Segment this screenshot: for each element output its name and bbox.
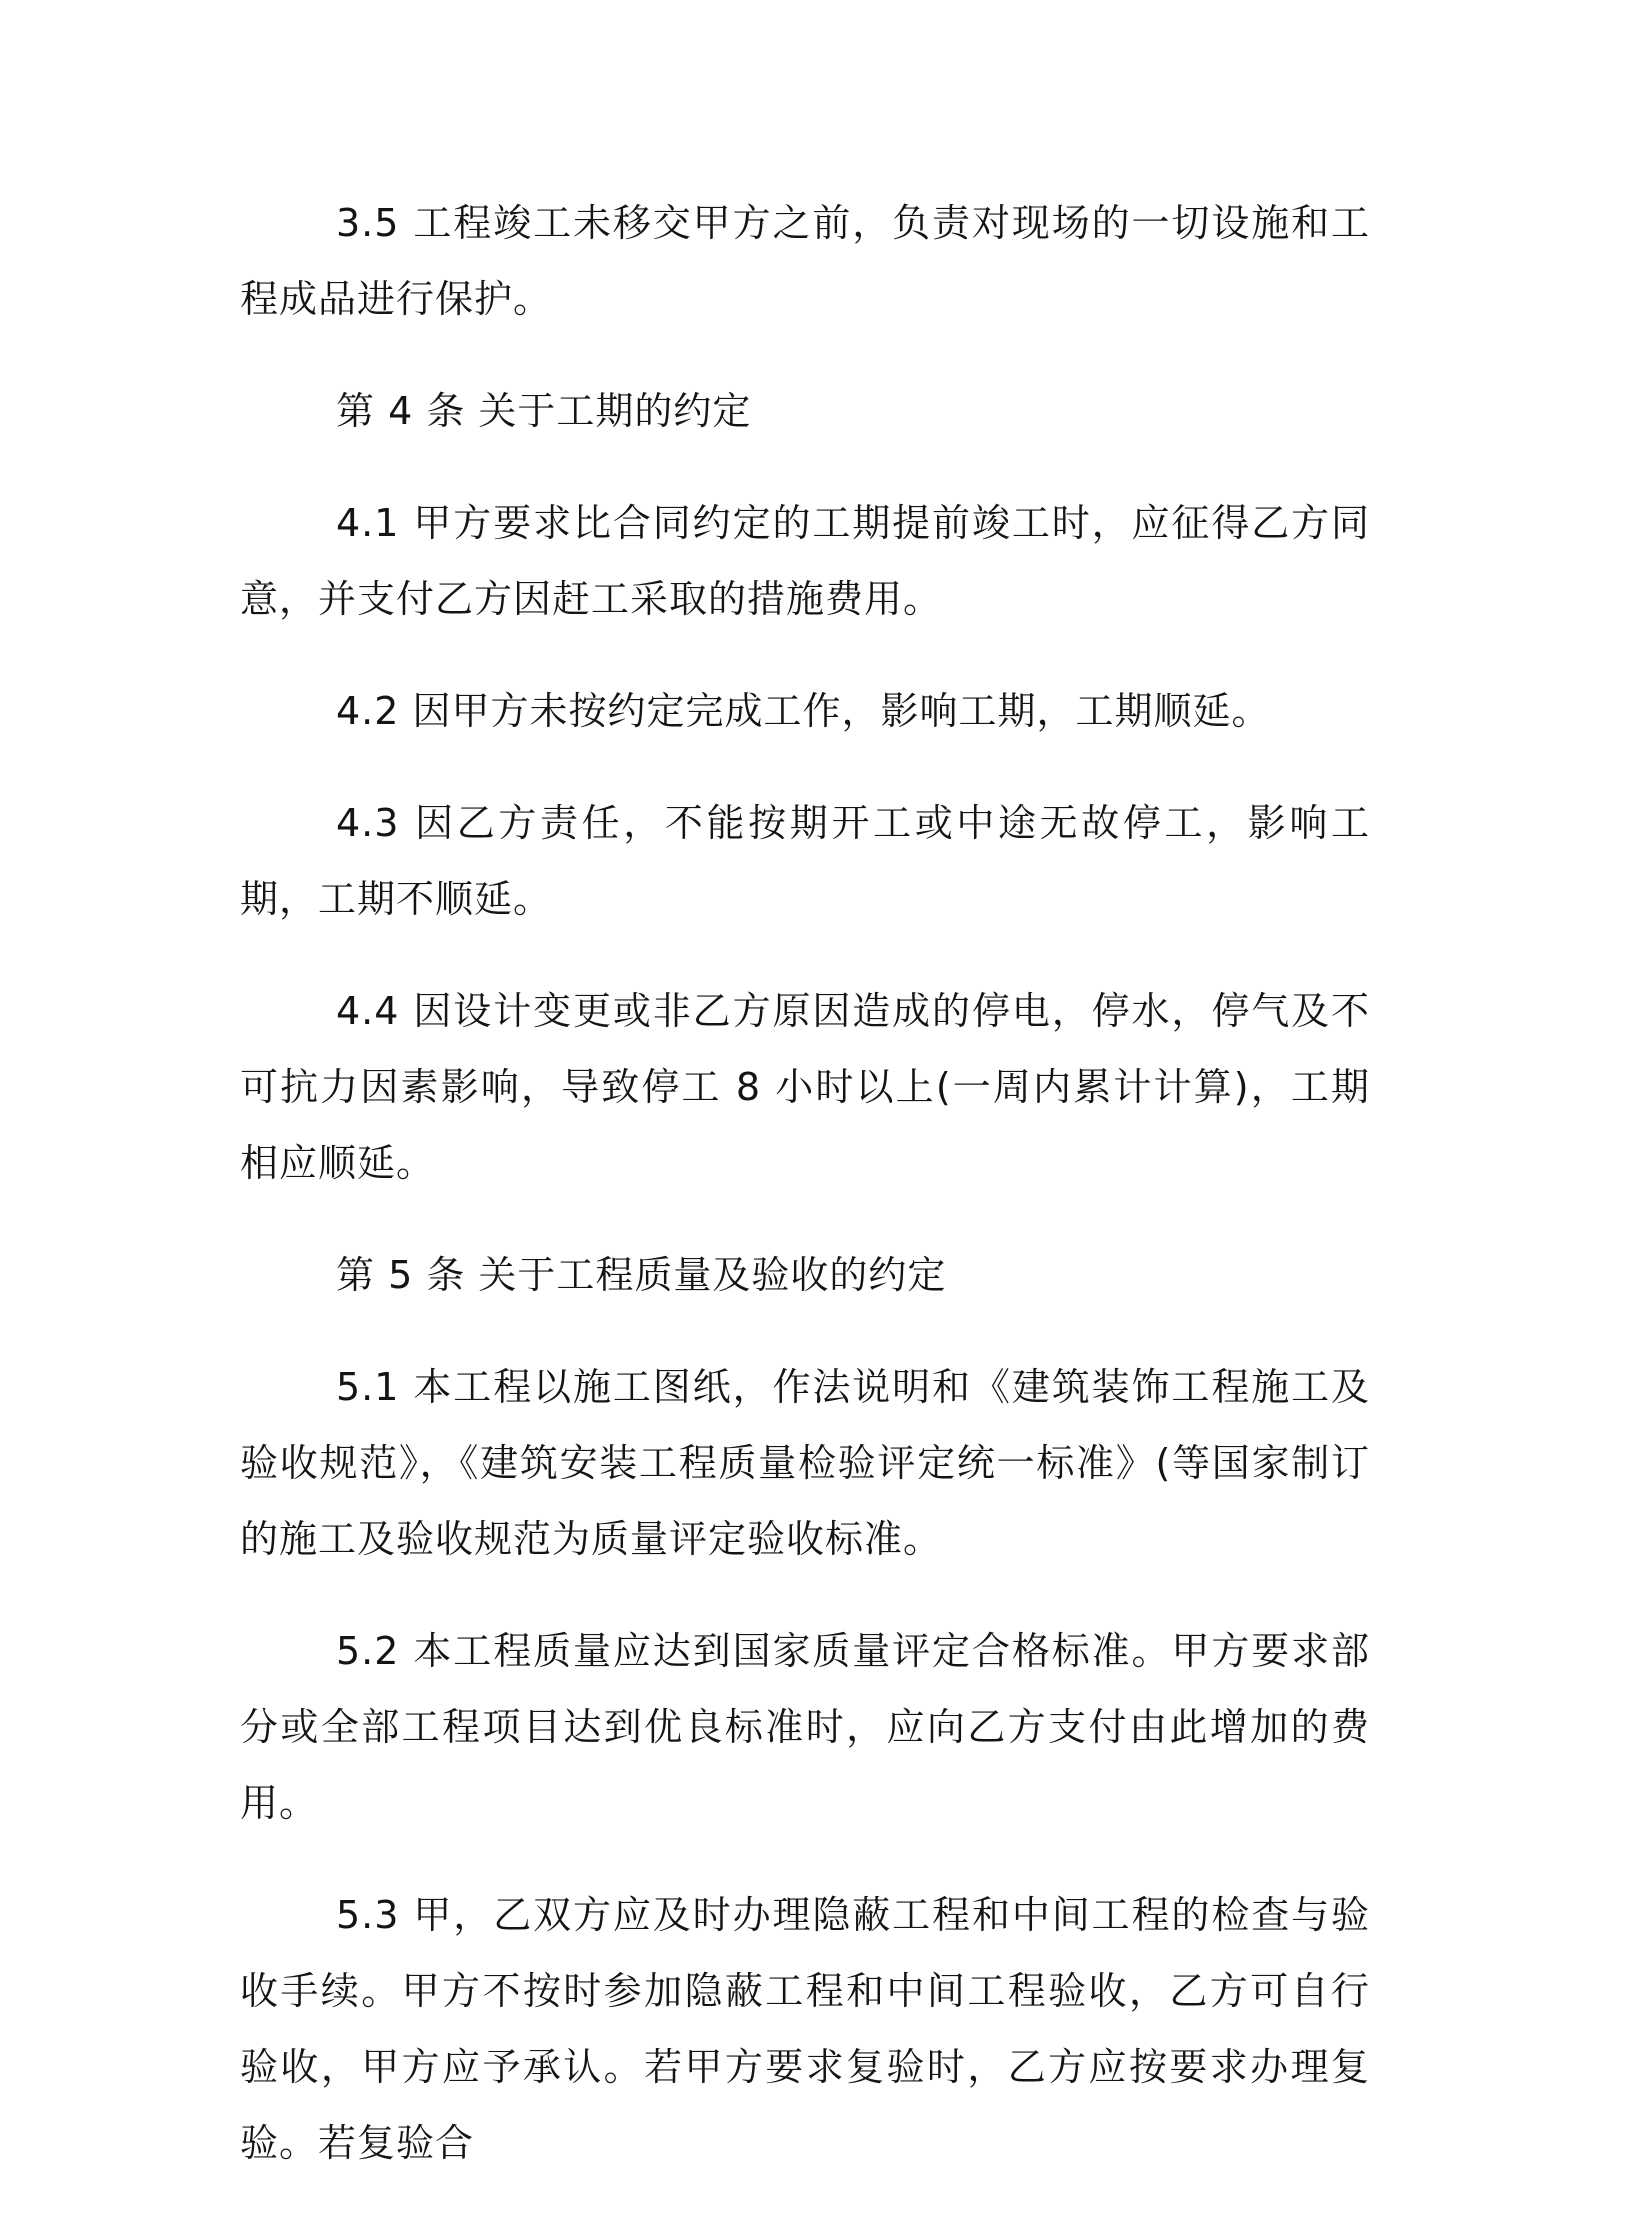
clause-4-4: 4.4 因设计变更或非乙方原因造成的停电，停水，停气及不可抗力因素影响，导致停工 8 小时以上(一周内累计计算)，工期相应顺延。 [240,989,1370,1185]
article-4-heading: 第 4 条 关于工期的约定 [336,389,752,433]
document-body [240,185,1370,2217]
clause-5-1: 5.1 本工程以施工图纸，作法说明和《建筑装饰工程施工及验收规范》，《建筑安装工程质量检验评定统一标准》(等国家制订的施工及验收规范为质量评定验收标准。 [240,1365,1370,1561]
article-5-heading: 第 5 条 关于工程质量及验收的约定 [336,1253,947,1297]
clause-4-1: 4.1 甲方要求比合同约定的工期提前竣工时，应征得乙方同意，并支付乙方因赶工采取的措施费用。 [240,501,1370,621]
clause-5-2: 5.2 本工程质量应达到国家质量评定合格标准。甲方要求部分或全部工程项目达到优良标准时，应向乙方支付由此增加的费用。 [240,1629,1370,1825]
clause-4-2: 4.2 因甲方未按约定完成工作，影响工期，工期顺延。 [336,689,1271,733]
clause-3-5: 3.5 工程竣工未移交甲方之前，负责对现场的一切设施和工程成品进行保护。 [240,201,1370,321]
clause-4-3: 4.3 因乙方责任，不能按期开工或中途无故停工，影响工期，工期不顺延。 [240,801,1370,921]
clause-5-3: 5.3 甲，乙双方应及时办理隐蔽工程和中间工程的检查与验收手续。甲方不按时参加隐蔽工程和中间工程验收，乙方可自行验收，甲方应予承认。若甲方要求复验时，乙方应按要求办理复验。若复验合 [240,1893,1370,2165]
